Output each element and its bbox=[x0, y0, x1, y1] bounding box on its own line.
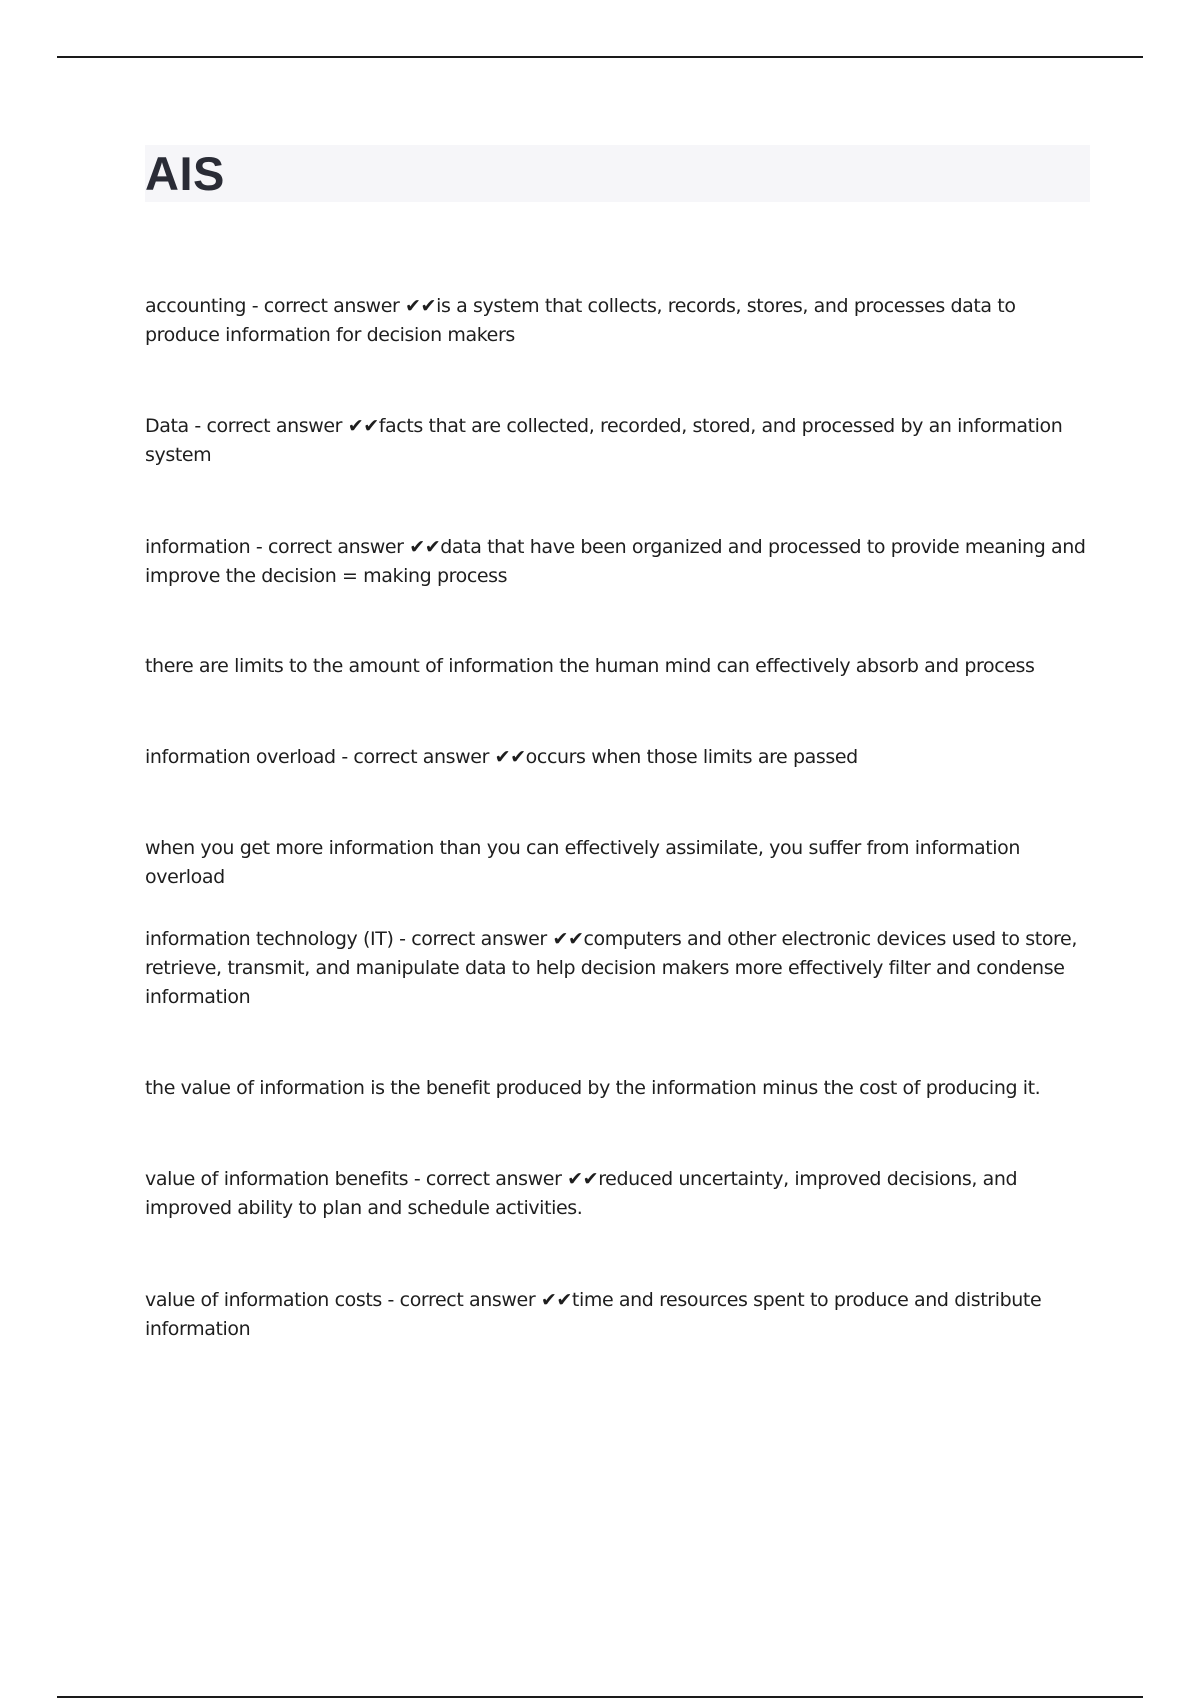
entry-information-overload: information overload - correct answer ✔✔occurs when those limits are passed bbox=[145, 746, 858, 768]
entry-accounting: accounting - correct answer ✔✔is a system that collects, records, stores, and processes data to produce information for decision makers bbox=[145, 295, 1016, 346]
entry-value-benefits: value of information benefits - correct answer ✔✔reduced uncertainty, improved decisions, and improved ability to plan and schedule activities. bbox=[145, 1168, 1018, 1219]
entry-value-of-information: the value of information is the benefit produced by the information minus the cost of producing it. bbox=[145, 1077, 1041, 1099]
title-band bbox=[145, 145, 1090, 202]
entry-overload-explanation: when you get more information than you can effectively assimilate, you suffer from information overload bbox=[145, 837, 1021, 888]
entry-information: information - correct answer ✔✔data that have been organized and processed to provide meaning and improve the decision = making process bbox=[145, 536, 1086, 587]
document-title: AIS bbox=[145, 147, 225, 200]
entry-information-technology: information technology (IT) - correct answer ✔✔computers and other electronic devices used to store, retrieve, transmit, and manipulate data to help decision makers more effectively filter and condense information bbox=[145, 928, 1077, 1008]
entry-information-limits: there are limits to the amount of information the human mind can effectively absorb and process bbox=[145, 655, 1035, 677]
entry-value-costs: value of information costs - correct answer ✔✔time and resources spent to produce and distribute information bbox=[145, 1289, 1042, 1340]
bottom-rule bbox=[57, 1696, 1143, 1698]
top-rule bbox=[57, 56, 1143, 58]
entry-data: Data - correct answer ✔✔facts that are collected, recorded, stored, and processed by an information system bbox=[145, 415, 1063, 466]
